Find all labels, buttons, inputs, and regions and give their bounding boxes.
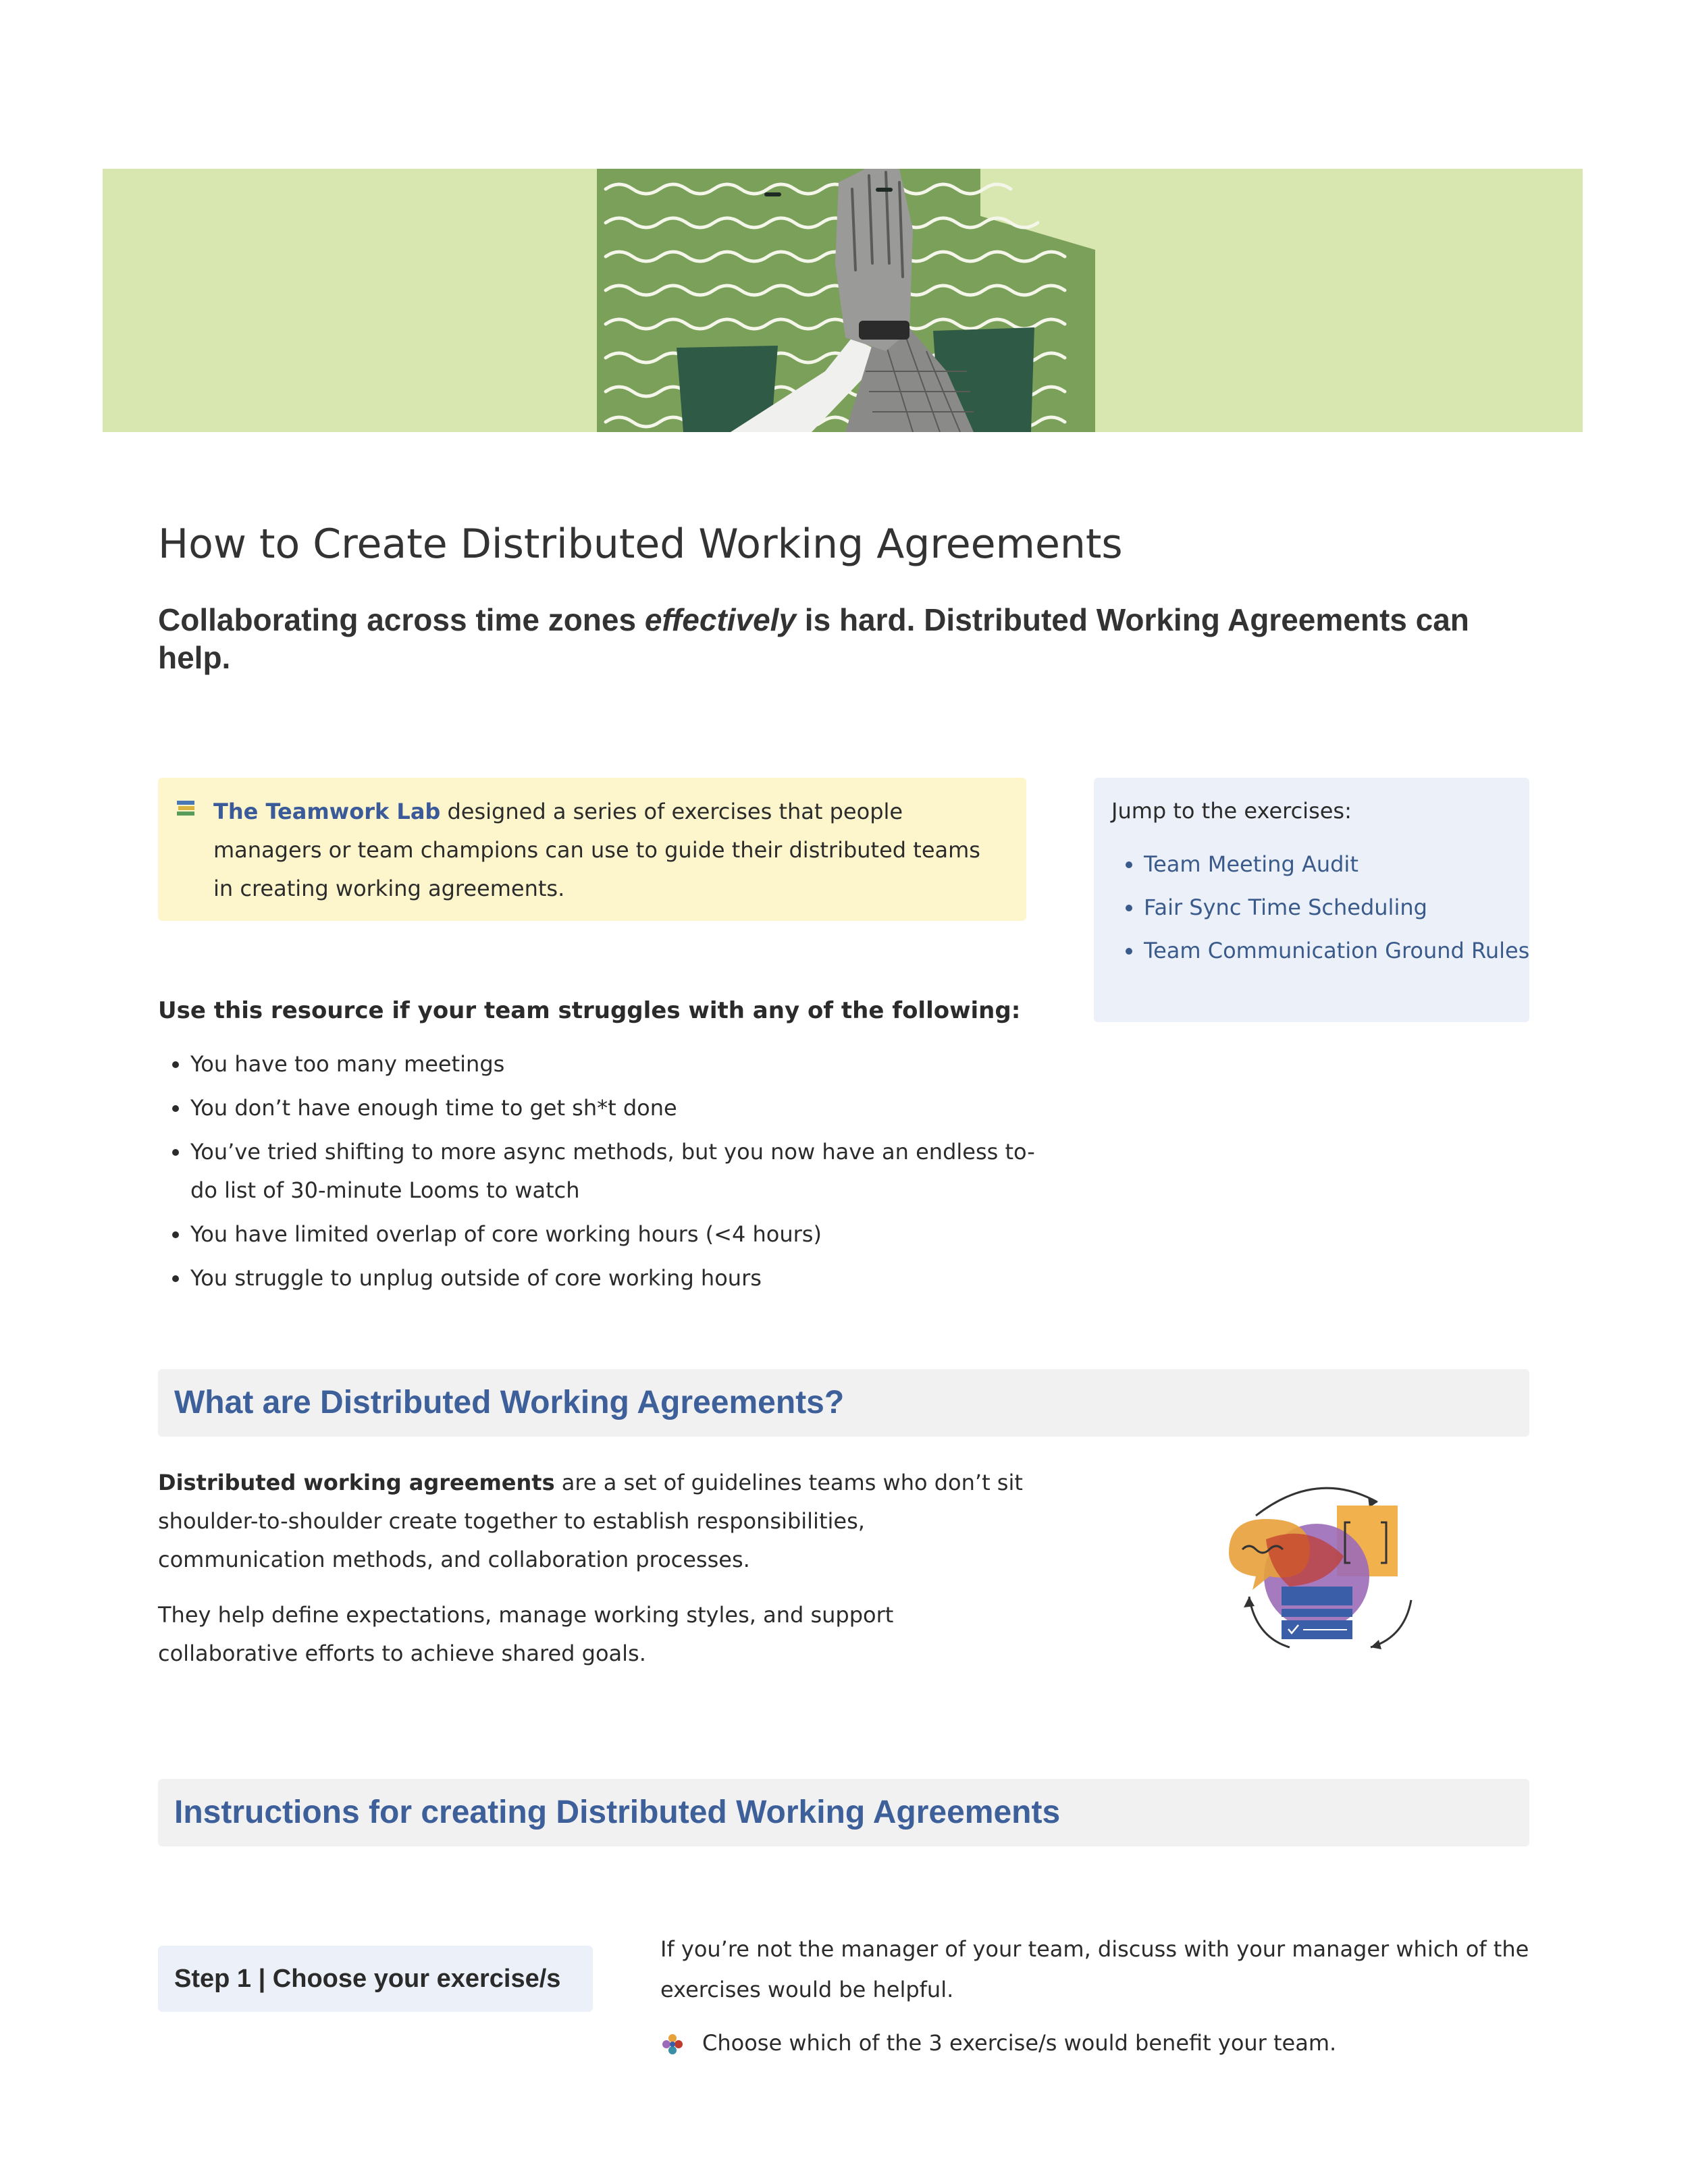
list-item: • You struggle to unplug outside of core working hours	[190, 1259, 1041, 1298]
callout-text	[213, 793, 1003, 908]
link-team-communication-ground-rules[interactable]: • Team Communication Ground Rules	[1144, 932, 1549, 969]
teamwork-lab-link[interactable]: The Teamwork Lab	[213, 799, 441, 824]
teamwork-lab-callout	[158, 778, 1026, 921]
hero-banner	[103, 169, 1583, 432]
subtitle-emphasis: effectively	[644, 602, 797, 637]
sparkle-icon	[660, 2032, 685, 2056]
what-section-header	[158, 1369, 1529, 1437]
list-item: • You have too many meetings	[190, 1045, 1041, 1084]
list-item: • You’ve tried shifting to more async methods, but you now have an endless to-do list of 30-minute Looms to watch	[190, 1133, 1041, 1210]
high-five-illustration	[103, 169, 1583, 432]
struggles-heading: Use this resource if your team struggles with any of the following:	[158, 997, 1021, 1024]
list-item: • You have limited overlap of core working hours (<4 hours)	[190, 1215, 1041, 1254]
list-item: • You don’t have enough time to get sh*t done	[190, 1089, 1041, 1127]
step-1-choose-text: Choose which of the 3 exercise/s would benefit your team.	[702, 2030, 1337, 2056]
subtitle-text-start: Collaborating across time zones	[158, 602, 645, 637]
jump-heading: Jump to the exercises:	[1111, 798, 1352, 824]
page-title: How to Create Distributed Working Agreements	[158, 521, 1123, 568]
step-1-text: If you’re not the manager of your team, discuss with your manager which of the exercises would be helpful.	[660, 1936, 1529, 2002]
jump-to-exercises	[1094, 778, 1529, 1022]
what-section-title: What are Distributed Working Agreements?	[174, 1385, 845, 1420]
exercise-links	[1111, 845, 1549, 975]
purpose-paragraph: They help define expectations, manage working styles, and support collaborative efforts to achieve shared goals.	[158, 1602, 894, 1666]
step-1-label	[158, 1946, 593, 2012]
books-icon	[176, 798, 196, 818]
instructions-section-header	[158, 1779, 1529, 1846]
step-1-choose-line	[660, 2023, 1531, 2063]
definition-paragraph	[158, 1464, 1036, 1579]
definition-term: Distributed working agreements	[158, 1470, 555, 1495]
subtitle-text-end: is hard. Distributed Working Agreements can help.	[158, 602, 1469, 675]
definition-text: are a set of guidelines teams who don’t sit shoulder-to-shoulder create together to establish responsibilities, communication methods, and collaboration processes.	[158, 1470, 1023, 1572]
callout-body: designed a series of exercises that people managers or team champions can use to guide their distributed teams in creating working agreements.	[213, 799, 980, 901]
page-subtitle	[158, 601, 1542, 676]
collaboration-illustration	[1215, 1475, 1418, 1678]
step-1-title: Step 1 | Choose your exercise/s	[174, 1965, 561, 1993]
struggles-list	[158, 1045, 1041, 1303]
link-team-meeting-audit[interactable]: • Team Meeting Audit	[1144, 845, 1549, 883]
link-fair-sync-time-scheduling[interactable]: • Fair Sync Time Scheduling	[1144, 888, 1549, 926]
instructions-section-title: Instructions for creating Distributed Working Agreements	[174, 1794, 1061, 1830]
